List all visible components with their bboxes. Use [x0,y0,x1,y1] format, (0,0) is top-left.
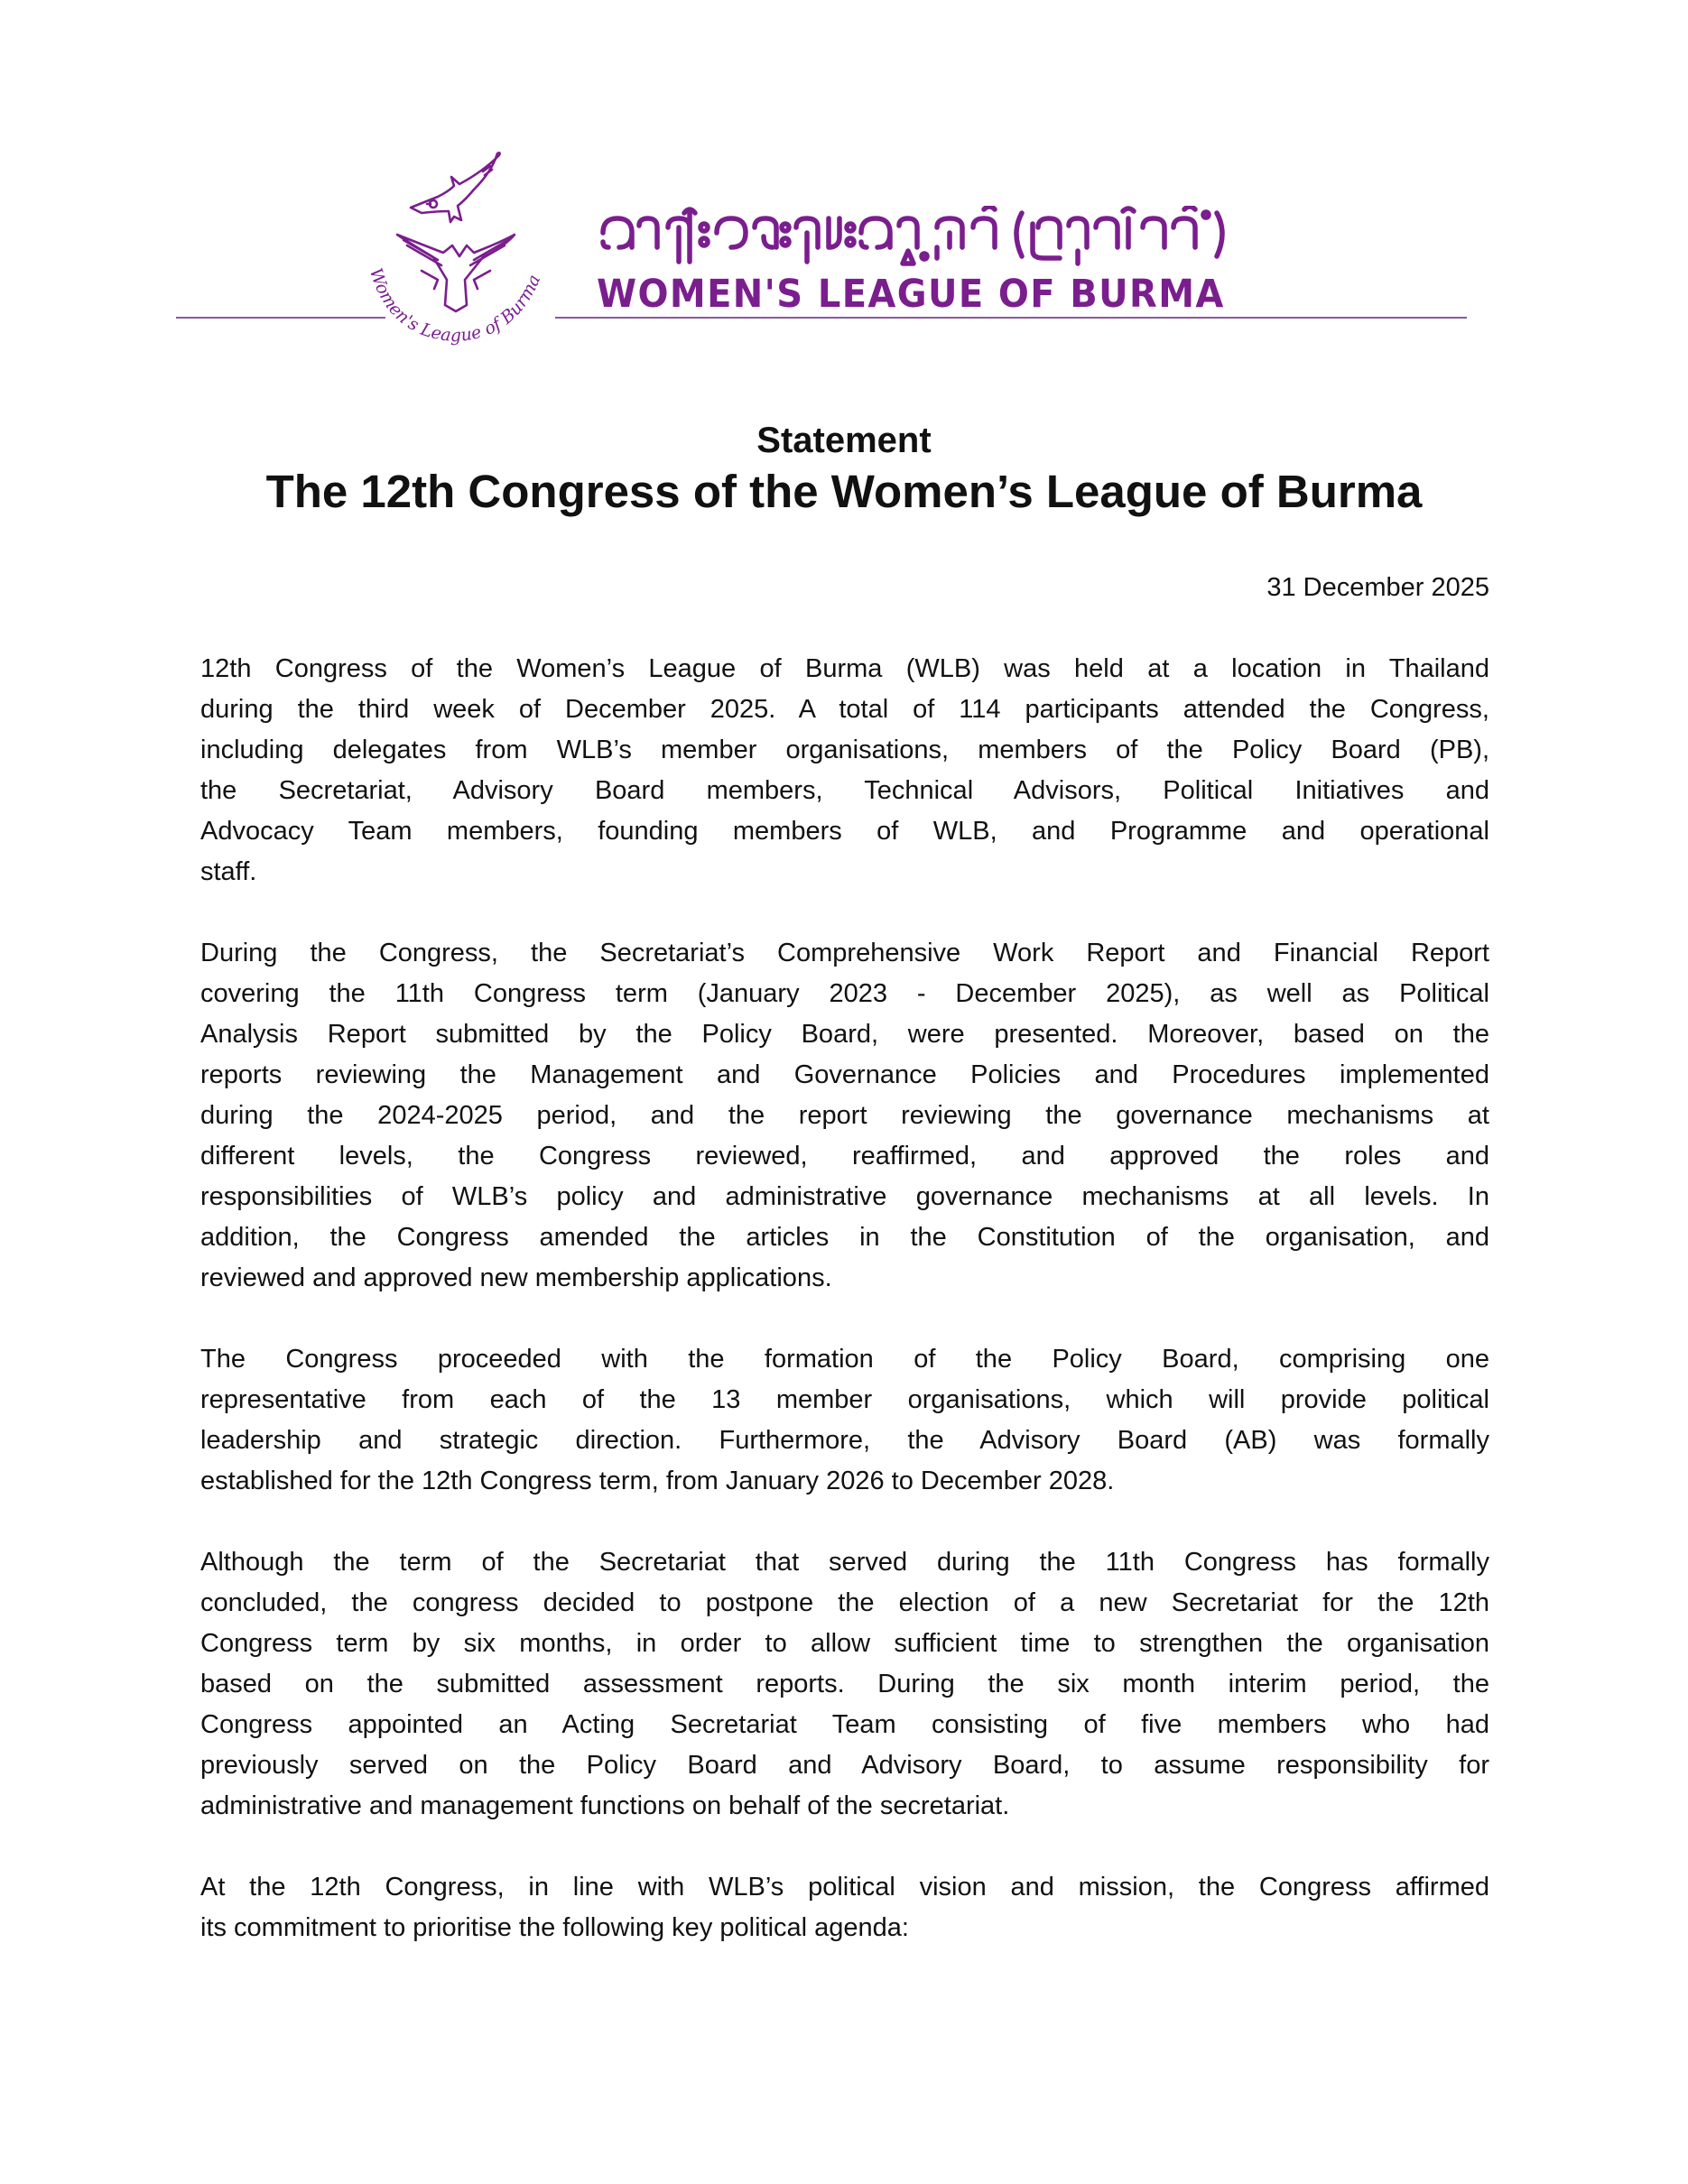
org-name: WOMEN'S LEAGUE OF BURMA [597,272,1225,317]
paragraph-3 [200,1339,1489,1502]
paragraph-line: staff. [200,857,257,886]
paragraph-line: different levels, the Congress reviewed, reaffirmed, and approved the roles and [200,1142,1489,1171]
letterhead [0,0,1688,379]
paragraph-line: reviewed and approved new membership applications. [200,1263,832,1292]
paragraph-line: covering the 11th Congress term (January 2023 - December 2025), as well as Political [200,979,1489,1008]
paragraph-line: 12th Congress of the Women’s League of Burma (WLB) was held at a location in Thailand [200,654,1489,683]
logo-lettering: Women's League of Burma [365,265,545,347]
burmese-org-name [596,206,1282,271]
paragraph-line: Analysis Report submitted by the Policy Board, were presented. Moreover, based on the [200,1020,1489,1049]
paragraph-line: concluded, the congress decided to postpone the election of a new Secretariat for the 12th [200,1588,1489,1617]
paragraph-2 [200,933,1489,1299]
paragraph-5 [200,1867,1489,1948]
statement-date: 31 December 2025 [1266,573,1489,602]
paragraph-line: leadership and strategic direction. Furthermore, the Advisory Board (AB) was formally [200,1426,1489,1455]
paragraph-line: based on the submitted assessment reports. During the six month interim period, the [200,1670,1489,1698]
paragraph-4 [200,1542,1489,1827]
page-title: The 12th Congress of the Women’s League of Burma [265,466,1423,517]
wlb-logo [348,144,564,352]
paragraph-line: established for the 12th Congress term, from January 2026 to December 2028. [200,1467,1115,1495]
paragraph-line: its commitment to prioritise the following key political agenda: [200,1913,909,1942]
paragraph-line: including delegates from WLB’s member organisations, members of the Policy Board (PB), [200,736,1489,764]
bird-icon [411,153,500,222]
paragraph-line: during the third week of December 2025. A total of 114 participants attended the Congress, [200,695,1489,724]
paragraph-line: The Congress proceeded with the formation of the Policy Board, comprising one [200,1345,1489,1374]
paragraph-line: During the Congress, the Secretariat’s Comprehensive Work Report and Financial Report [200,939,1489,967]
paragraph-line: Although the term of the Secretariat that served during the 11th Congress has formally [200,1548,1489,1577]
paragraph-line: during the 2024-2025 period, and the report reviewing the governance mechanisms at [200,1101,1489,1130]
paragraph-line: addition, the Congress amended the articles in the Constitution of the organisation, and [200,1223,1489,1252]
paragraph-line: responsibilities of WLB’s policy and administrative governance mechanisms at all levels. In [200,1182,1489,1211]
paragraph-line: Advocacy Team members, founding members of WLB, and Programme and operational [200,817,1489,846]
paragraph-1 [200,649,1489,893]
paragraph-line: representative from each of the 13 member organisations, which will provide political [200,1385,1489,1414]
paragraph-line: the Secretariat, Advisory Board members, Technical Advisors, Political Initiatives and [200,776,1489,805]
paragraph-line: At the 12th Congress, in line with WLB’s political vision and mission, the Congress affirmed [200,1873,1489,1902]
paragraph-line: reports reviewing the Management and Governance Policies and Procedures implemented [200,1060,1489,1089]
document-type: Statement [756,421,932,460]
paragraph-line: administrative and management functions on behalf of the secretariat. [200,1791,1010,1820]
paragraph-line: Congress appointed an Acting Secretariat Team consisting of five members who had [200,1710,1489,1739]
paragraph-line: Congress term by six months, in order to allow sufficient time to strengthen the organisation [200,1629,1489,1658]
paragraph-line: previously served on the Policy Board and Advisory Board, to assume responsibility for [200,1751,1489,1780]
